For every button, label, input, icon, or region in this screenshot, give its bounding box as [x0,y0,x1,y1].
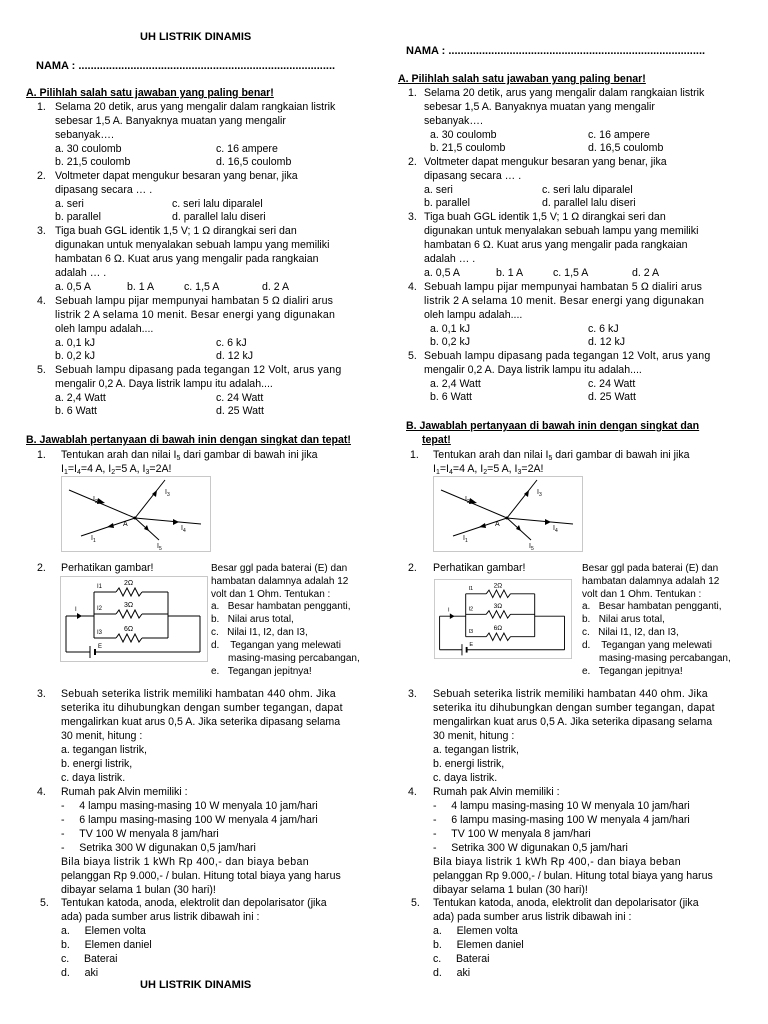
r-a-q3-option-d: d. 2 A [632,267,660,279]
r-b-q4-number: 4. [408,786,417,798]
a-q4-number: 4. [37,295,46,307]
a-q2-option-c: c. seri lalu diparalel [172,198,263,210]
r-a-q4-line1: Sebuah lampu pijar mempunyai hambatan 5 Ω dialiri arus [424,281,703,293]
section-b-heading-right: B. Jawablah pertanyaan di bawah inin dengan singkat dan [406,420,700,432]
a-q5-number: 5. [37,364,46,376]
r-a-q3-line3: hambatan 6 Ω. Kuat arus yang mengalir pada rangkaian [424,239,688,251]
b-q5-item-b: b. Elemen daniel [61,939,152,951]
circuit-label-r2-right: 3Ω [493,602,503,610]
r-b-q3-line4: 30 menit, hitung : [433,730,515,742]
r-a-q2-option-b: b. parallel [424,197,470,209]
r-b-q3-line1: Sebuah seterika listrik memiliki hambatan 440 ohm. Jika [433,688,708,700]
r-a-q2-number: 2. [408,156,417,168]
b-q2-item-b: b. Nilai arus total, [211,614,294,625]
circuit-figure [60,576,208,662]
r-a-q3-number: 3. [408,211,417,223]
circuit-label-i2-right: I2 [468,606,474,613]
a-q5-option-a: a. 2,4 Watt [55,392,106,404]
r-b-q5-item-b: b. Elemen daniel [433,939,524,951]
circuit-label-i1-right: I1 [468,586,474,593]
b-q3-line6: b. energi listrik, [61,758,133,770]
junction-label-i1: $I_1$ [91,535,96,544]
circuit-label-r3: 6Ω [124,626,134,633]
b-q5-item-a: a. Elemen volta [61,925,146,937]
r-a-q3-line1: Tiga buah GGL identik 1,5 V; 1 Ω dirangkai seri dan [424,211,666,223]
a-q2-line2: dipasang secara … . [55,184,153,196]
circuit-label-e-right: E [469,642,474,649]
a-q1-option-b: b. 21,5 coulomb [55,156,131,168]
r-b-q4-lead: Rumah pak Alvin memiliki : [433,786,560,798]
r-b-q3-line6: b. energi listrik, [433,758,505,770]
r-a-q1-number: 1. [408,87,417,99]
a-q3-option-b: b. 1 A [127,281,155,293]
a-q4-line2: listrik 2 A selama 10 menit. Besar energi yang digunakan [55,309,336,321]
junction-figure-right [433,476,583,552]
r-b-q3-line2: seterika itu dihubungkan dengan sumber tegangan, dapat [433,702,715,714]
b-q3-line7: c. daya listrik. [61,772,126,784]
a-q3-line1: Tiga buah GGL identik 1,5 V; 1 Ω dirangkai seri dan [55,225,297,237]
b-q5-item-d: d. aki [61,967,99,979]
b-q2-side-line3: volt dan 1 Ohm. Tentukan : [211,589,331,600]
a-q4-option-d: d. 12 kJ [216,350,254,362]
a-q4-line3: oleh lampu adalah.... [55,323,154,335]
r-b-q4-tail3: dibayar selama 1 bulan (30 hari)! [433,884,588,896]
r-b-q2-item-b: b. Nilai arus total, [582,614,665,625]
page-title: UH LISTRIK DINAMIS [140,31,252,43]
section-b-heading: B. Jawablah pertanyaan di bawah inin dengan singkat dan tepat! [26,434,351,446]
a-q2-line1: Voltmeter dapat mengukur besaran yang benar, jika [55,170,298,182]
r-b-q5-line1: Tentukan katoda, anoda, elektrolit dan depolarisator (jika [433,897,699,909]
a-q4-line1: Sebuah lampu pijar mempunyai hambatan 5 Ω dialiri arus [55,295,334,307]
circuit-label-e: E [98,644,103,650]
r-a-q1-line2: sebesar 1,5 A. Banyaknya muatan yang mengalir [424,101,655,113]
r-a-q4-option-c: c. 6 kJ [588,323,619,335]
r-b-q5-line2: ada) pada sumber arus listrik dibawah ini : [433,911,632,923]
a-q1-number: 1. [37,101,46,113]
r-a-q3-option-c: c. 1,5 A [553,267,589,279]
a-q1-line3: sebanyak…. [55,129,114,141]
b-q3-line1: Sebuah seterika listrik memiliki hambatan 440 ohm. Jika [61,688,336,700]
r-a-q1-option-d: d. 16,5 coulomb [588,142,664,154]
left-column [24,0,396,1024]
r-a-q2-option-d: d. parallel lalu diseri [542,197,636,209]
b-q4-tail1: Bila biaya listrik 1 kWh Rp 400,- dan biaya beban [61,856,309,868]
r-b-q3-line5: a. tegangan listrik, [433,744,519,756]
b-q4-item-3: - TV 100 W menyala 8 jam/hari [61,828,219,840]
junction-diagram-right [433,476,583,552]
section-b-heading-right-cont: tepat! [422,434,451,446]
r-a-q5-number: 5. [408,350,417,362]
b-q2-number: 2. [37,562,46,574]
r-a-q5-option-a: a. 2,4 Watt [430,378,481,390]
b-q1-line2: $I_1=I_4=4$ A, $I_2=5$ A, $I_3=2A$! [61,463,172,476]
r-a-q2-line2: dipasang secara … . [424,170,522,182]
r-a-q3-option-b: b. 1 A [496,267,524,279]
a-q3-line2: digunakan untuk menyalakan sebuah lampu yang memiliki [55,239,330,251]
circuit-label-r1-right: 2Ω [493,582,503,590]
r-b-q2-item-c: c. Nilai I1, I2, dan I3, [582,627,679,638]
a-q2-number: 2. [37,170,46,182]
circuit-label-r2: 3Ω [124,602,134,609]
a-q3-line4: adalah … . [55,267,107,279]
junction-figure [61,476,211,552]
b-q2-item-a: a. Besar hambatan pengganti, [211,601,351,612]
a-q5-option-d: d. 25 Watt [216,405,264,417]
b-q2-lead: Perhatikan gambar! [61,562,154,574]
r-b-q2-number: 2. [408,562,417,574]
r-a-q5-option-b: b. 6 Watt [430,391,472,403]
r-b-q1-line1: Tentukan arah dan nilai $I_5$ dari gambar di bawah ini jika [433,449,690,462]
b-q3-line3: mengalirkan kuat arus 0,5 A. Jika seterika dipasang selama [61,716,341,728]
r-a-q1-line1: Selama 20 detik, arus yang mengalir dalam rangkaian listrik [424,87,705,99]
r-b-q2-item-e: e. Tegangan jepitnya! [582,666,683,677]
r-a-q5-line1: Sebuah lampu dipasang pada tegangan 12 Volt, arus yang [424,350,711,362]
r-a-q2-line1: Voltmeter dapat mengukur besaran yang benar, jika [424,156,667,168]
b-q4-lead: Rumah pak Alvin memiliki : [61,786,188,798]
a-q4-option-b: b. 0,2 kJ [55,350,96,362]
r-a-q4-line2: listrik 2 A selama 10 menit. Besar energi yang digunakan [424,295,705,307]
r-b-q4-item-1: - 4 lampu masing-masing 10 W menyala 10 jam/hari [433,800,690,812]
b-q3-line5: a. tegangan listrik, [61,744,147,756]
circuit-label-r3-right: 6Ω [493,625,503,633]
b-q5-line2: ada) pada sumber arus listrik dibawah ini : [61,911,260,923]
b-q2-item-e: e. Tegangan jepitnya! [211,666,312,677]
r-b-q2-item-d-cont: masing-masing percabangan, [599,653,731,664]
circuit-label-i3-right: I3 [468,628,474,635]
r-b-q4-tail1: Bila biaya listrik 1 kWh Rp 400,- dan biaya beban [433,856,681,868]
a-q4-option-a: a. 0,1 kJ [55,337,96,349]
r-b-q2-item-a: a. Besar hambatan pengganti, [582,601,722,612]
footer-title: UH LISTRIK DINAMIS [140,979,252,991]
section-a-heading-right: A. Pilihlah salah satu jawaban yang paling benar! [398,73,646,85]
a-q5-option-c: c. 24 Watt [216,392,264,404]
a-q3-option-d: d. 2 A [262,281,290,293]
b-q2-side-line2: hambatan dalamnya adalah 12 [211,576,349,587]
right-column [398,0,768,1024]
r-a-q3-option-a: a. 0,5 A [424,267,460,279]
r-a-q2-option-a: a. seri [424,184,453,196]
junction-label-i4: $I_4$ [181,525,186,534]
r-a-q4-number: 4. [408,281,417,293]
b-q4-item-2: - 6 lampu masing-masing 100 W menyala 4 jam/hari [61,814,318,826]
circuit-label-i3: I3 [97,630,103,636]
a-q5-line2: mengalir 0,2 A. Daya listrik lampu itu adalah.... [55,378,273,390]
junction-label-i1-right: $I_1$ [463,535,468,544]
r-a-q5-line2: mengalir 0,2 A. Daya listrik lampu itu adalah.... [424,364,642,376]
a-q3-option-c: c. 1,5 A [184,281,220,293]
a-q1-line2: sebesar 1,5 A. Banyaknya muatan yang mengalir [55,115,286,127]
circuit-label-i: I [75,607,77,613]
b-q3-line4: 30 menit, hitung : [61,730,143,742]
a-q2-option-d: d. parallel lalu diseri [172,211,266,223]
r-a-q4-option-d: d. 12 kJ [588,336,626,348]
a-q2-option-b: b. parallel [55,211,101,223]
r-b-q2-lead: Perhatikan gambar! [433,562,526,574]
b-q2-item-d: d. Tegangan yang melewati [211,640,341,651]
r-b-q5-item-a: a. Elemen volta [433,925,518,937]
r-b-q3-number: 3. [408,688,417,700]
r-b-q1-number: 1. [410,449,419,461]
r-b-q2-item-d: d. Tegangan yang melewati [582,640,712,651]
junction-label-i2-right: $I_2$ [465,496,470,505]
a-q1-option-d: d. 16,5 coulomb [216,156,292,168]
b-q2-side-line1: Besar ggl pada baterai (E) dan [211,563,348,574]
r-b-q4-item-4: - Setrika 300 W digunakan 0,5 jam/hari [433,842,628,854]
b-q4-item-1: - 4 lampu masing-masing 10 W menyala 10 jam/hari [61,800,318,812]
junction-label-i2: $I_2$ [93,496,98,505]
junction-label-a-right: A [495,521,500,528]
r-b-q3-line7: c. daya listrik. [433,772,498,784]
name-field-label: NAMA : .................................................................................... [36,60,336,72]
b-q5-item-c: c. Baterai [61,953,118,965]
circuit-label-i-right: I [447,607,450,614]
junction-label-i3: $I_3$ [165,489,170,498]
b-q4-tail3: dibayar selama 1 bulan (30 hari)! [61,884,216,896]
r-b-q2-side-line2: hambatan dalamnya adalah 12 [582,576,720,587]
circuit-label-i1: I1 [97,584,103,590]
r-a-q4-option-a: a. 0,1 kJ [430,323,471,335]
circuit-label-r1: 2Ω [124,580,134,587]
junction-label-a: A [123,521,128,528]
r-b-q2-side-line3: volt dan 1 Ohm. Tentukan : [582,589,702,600]
r-a-q3-line4: adalah … . [424,253,476,265]
a-q3-number: 3. [37,225,46,237]
r-a-q1-option-a: a. 30 coulomb [430,129,497,141]
b-q5-line1: Tentukan katoda, anoda, elektrolit dan depolarisator (jika [61,897,327,909]
r-a-q5-option-c: c. 24 Watt [588,378,636,390]
r-a-q1-line3: sebanyak…. [424,115,483,127]
junction-label-i5-right: $I_5$ [529,543,534,552]
b-q1-number: 1. [37,449,46,461]
junction-label-i5: $I_5$ [157,543,162,552]
r-b-q4-item-3: - TV 100 W menyala 8 jam/hari [433,828,591,840]
a-q3-option-a: a. 0,5 A [55,281,91,293]
a-q4-option-c: c. 6 kJ [216,337,247,349]
r-a-q2-option-c: c. seri lalu diparalel [542,184,633,196]
a-q3-line3: hambatan 6 Ω. Kuat arus yang mengalir pada rangkaian [55,253,319,265]
b-q3-line2: seterika itu dihubungkan dengan sumber tegangan, dapat [61,702,343,714]
b-q4-tail2: pelanggan Rp 9.000,- / bulan. Hitung total biaya yang harus [61,870,341,882]
a-q5-line1: Sebuah lampu dipasang pada tegangan 12 Volt, arus yang [55,364,342,376]
a-q2-option-a: a. seri [55,198,84,210]
r-a-q4-option-b: b. 0,2 kJ [430,336,471,348]
a-q5-option-b: b. 6 Watt [55,405,97,417]
r-b-q3-line3: mengalirkan kuat arus 0,5 A. Jika seterika dipasang selama [433,716,713,728]
section-a-heading: A. Pilihlah salah satu jawaban yang paling benar! [26,87,274,99]
circuit-figure-right [434,576,572,662]
b-q4-item-4: - Setrika 300 W digunakan 0,5 jam/hari [61,842,256,854]
junction-diagram [61,476,211,552]
circuit-diagram [60,576,208,662]
r-b-q5-item-d: d. aki [433,967,471,979]
a-q1-option-c: c. 16 ampere [216,143,278,155]
b-q2-item-d-cont: masing-masing percabangan, [228,653,360,664]
r-b-q5-item-c: c. Baterai [433,953,490,965]
r-b-q1-line2: $I_1=I_4=4$ A, $I_2=5$ A, $I_3=2A$! [433,463,544,476]
r-b-q4-tail2: pelanggan Rp 9.000,- / bulan. Hitung total biaya yang harus [433,870,713,882]
r-a-q4-line3: oleh lampu adalah.... [424,309,523,321]
junction-label-i4-right: $I_4$ [553,525,558,534]
r-a-q1-option-b: b. 21,5 coulomb [430,142,506,154]
r-a-q1-option-c: c. 16 ampere [588,129,650,141]
r-b-q5-number: 5. [411,897,420,909]
junction-label-i3-right: $I_3$ [537,489,542,498]
b-q3-number: 3. [37,688,46,700]
circuit-label-i2: I2 [97,606,103,612]
b-q2-item-c: c. Nilai I1, I2, dan I3, [211,627,308,638]
r-b-q4-item-2: - 6 lampu masing-masing 100 W menyala 4 jam/hari [433,814,690,826]
a-q1-option-a: a. 30 coulomb [55,143,122,155]
b-q1-line1: Tentukan arah dan nilai $I_5$ dari gambar di bawah ini jika [61,449,318,462]
r-a-q5-option-d: d. 25 Watt [588,391,636,403]
name-field-label-right: NAMA : .................................................................................... [406,45,706,57]
r-b-q2-side-line1: Besar ggl pada baterai (E) dan [582,563,719,574]
b-q4-number: 4. [37,786,46,798]
a-q1-line1: Selama 20 detik, arus yang mengalir dalam rangkaian listrik [55,101,336,113]
r-a-q3-line2: digunakan untuk menyalakan sebuah lampu yang memiliki [424,225,699,237]
b-q5-number: 5. [40,897,49,909]
circuit-diagram-right [434,576,572,662]
